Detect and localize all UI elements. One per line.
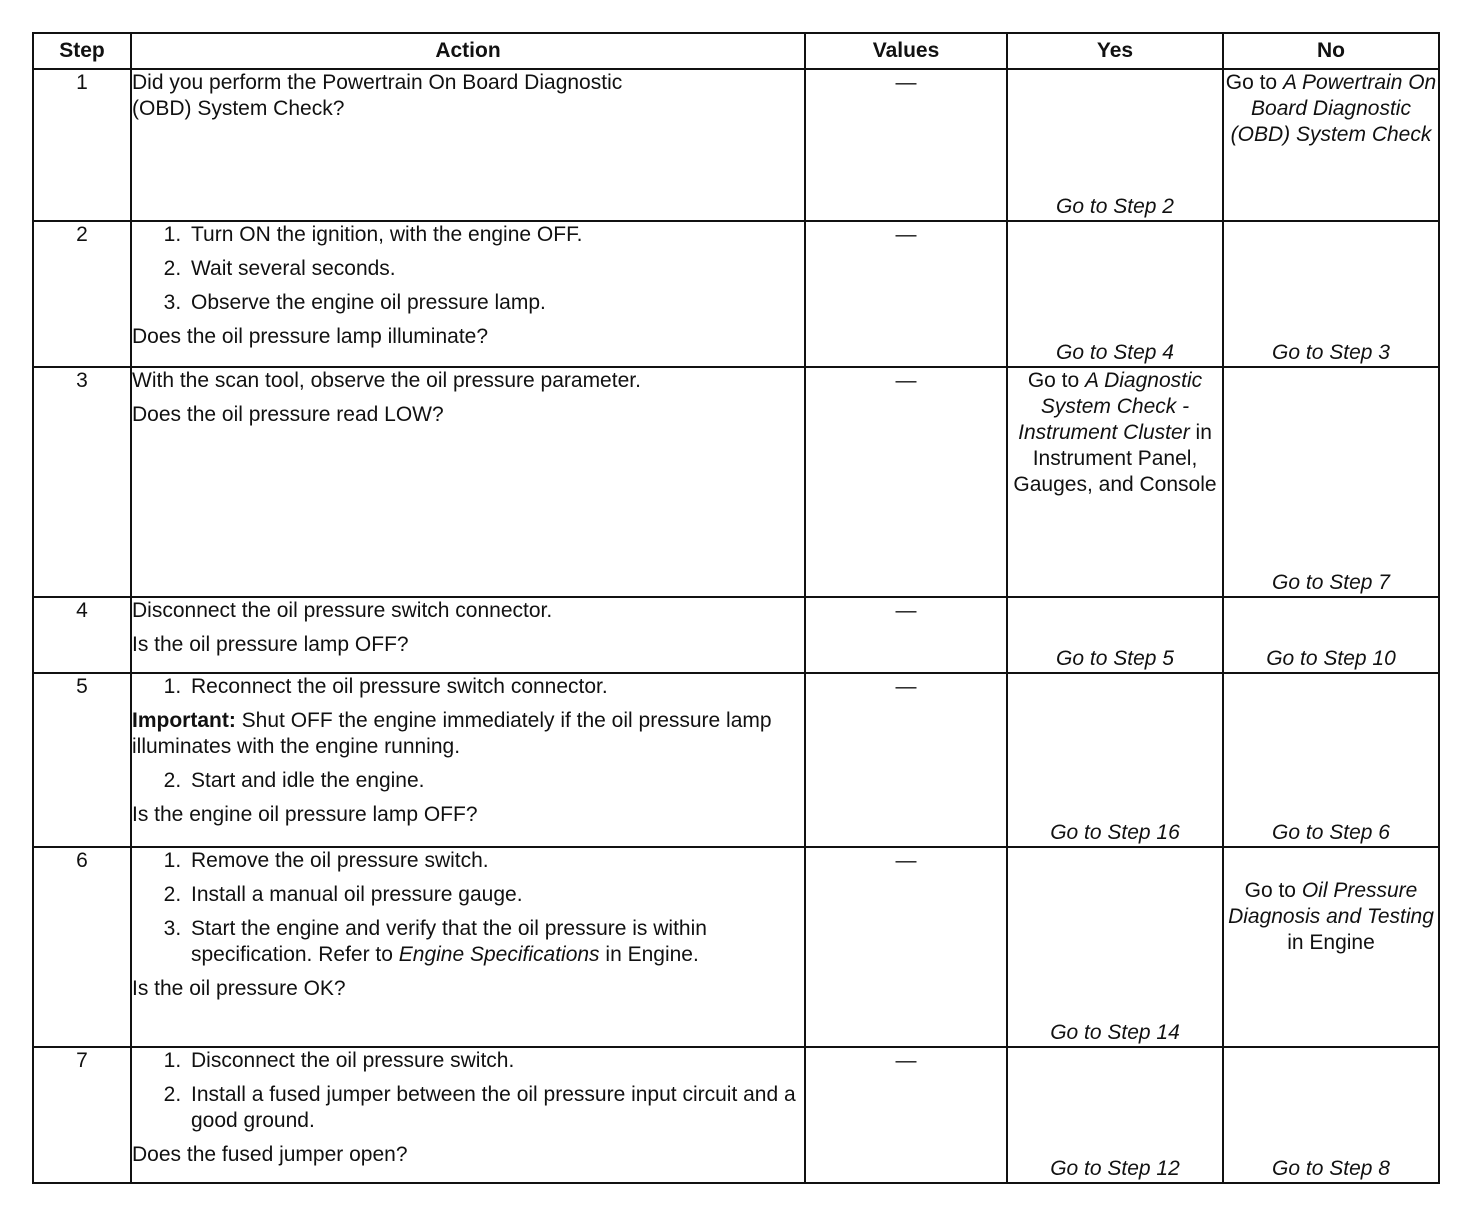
action-steps [132, 674, 804, 700]
no-cell [1223, 367, 1439, 597]
diagnostic-table [32, 32, 1440, 1184]
action-step: 1. Remove the oil pressure switch. [187, 848, 804, 874]
action-cell [131, 847, 805, 1047]
no-link[interactable]: Go to Step 7 [1272, 571, 1390, 594]
no-cell [1223, 597, 1439, 673]
values-cell: — [805, 1047, 1007, 1183]
no-cell [1223, 221, 1439, 367]
action-question: Does the oil pressure lamp illuminate? [132, 325, 489, 348]
values-cell: — [805, 597, 1007, 673]
no-link[interactable]: Go to Step 8 [1272, 1157, 1390, 1180]
action-step: 1. Disconnect the oil pressure switch. [187, 1048, 804, 1074]
header-step: Step [33, 33, 131, 69]
important-label: Important: [132, 709, 236, 732]
step-number: 4 [33, 597, 131, 673]
action-cell [131, 1047, 805, 1183]
action-cell [131, 367, 805, 597]
no-link[interactable]: A Powertrain On Board Diagnostic (OBD) System Check [1230, 71, 1437, 146]
step-number: 7 [33, 1047, 131, 1183]
action-steps [132, 768, 804, 794]
no-cell [1223, 69, 1439, 221]
yes-link[interactable]: Go to Step 5 [1056, 647, 1174, 670]
no-link[interactable]: Go to Step 10 [1266, 647, 1396, 670]
action-step [187, 916, 804, 968]
action-cell [131, 221, 805, 367]
action-cell [131, 597, 805, 673]
important-text: Shut OFF the engine immediately if the oil pressure lamp illuminates with the engine running. [132, 709, 772, 758]
action-step: 2. Wait several seconds. [187, 256, 804, 282]
table-row [33, 673, 1439, 847]
yes-link[interactable]: Go to Step 14 [1050, 1021, 1180, 1044]
values-cell: — [805, 847, 1007, 1047]
no-link[interactable]: Go to Step 6 [1272, 821, 1390, 844]
action-intro: With the scan tool, observe the oil pressure parameter. [132, 369, 641, 392]
no-link[interactable]: Oil Pressure Diagnosis and Testing [1228, 879, 1434, 928]
action-question: Does the oil pressure read LOW? [132, 403, 444, 426]
action-question: Is the oil pressure lamp OFF? [132, 633, 409, 656]
action-step: 3. Observe the engine oil pressure lamp. [187, 290, 804, 316]
yes-cell [1007, 673, 1223, 847]
yes-prefix: Go to [1027, 369, 1086, 392]
yes-link[interactable]: Go to Step 12 [1050, 1157, 1180, 1180]
yes-link[interactable]: Go to Step 4 [1056, 341, 1174, 364]
step-number: 5 [33, 673, 131, 847]
yes-link[interactable]: Go to Step 16 [1050, 821, 1180, 844]
action-step: 2. Install a manual oil pressure gauge. [187, 882, 804, 908]
step-number: 3 [33, 367, 131, 597]
header-yes: Yes [1007, 33, 1223, 69]
action-cell [131, 673, 805, 847]
action-cell [131, 69, 805, 221]
action-step: 2. Install a fused jumper between the oil pressure input circuit and a good ground. [187, 1082, 804, 1134]
no-cell [1223, 1047, 1439, 1183]
no-suffix: in Engine [1287, 931, 1375, 954]
action-question: Did you perform the Powertrain On Board Diagnostic (OBD) System Check? [132, 71, 623, 120]
table-row [33, 1047, 1439, 1183]
action-step: 1. Turn ON the ignition, with the engine OFF. [187, 222, 804, 248]
no-link[interactable]: Go to Step 3 [1272, 341, 1390, 364]
yes-cell [1007, 69, 1223, 221]
step3-suffix: in Engine. [599, 943, 699, 966]
action-question: Does the fused jumper open? [132, 1143, 408, 1166]
action-steps [132, 222, 804, 316]
table-row [33, 847, 1439, 1047]
step3-prefix: Start the engine and verify that the oil pressure is within specification. Refer to [191, 917, 707, 966]
action-question: Is the oil pressure OK? [132, 977, 346, 1000]
yes-cell [1007, 367, 1223, 597]
table-row [33, 597, 1439, 673]
table-row [33, 367, 1439, 597]
yes-cell [1007, 597, 1223, 673]
action-question: Is the engine oil pressure lamp OFF? [132, 803, 478, 826]
table-row [33, 221, 1439, 367]
action-steps [132, 1048, 804, 1134]
yes-link[interactable]: Go to Step 2 [1056, 195, 1174, 218]
yes-suffix: in Instrument Panel, Gauges, and Console [1013, 421, 1217, 496]
step-number: 2 [33, 221, 131, 367]
action-step: 1. Reconnect the oil pressure switch connector. [187, 674, 804, 700]
header-no: No [1223, 33, 1439, 69]
header-values: Values [805, 33, 1007, 69]
no-prefix: Go to [1244, 879, 1302, 902]
values-cell: — [805, 69, 1007, 221]
yes-link[interactable]: A Diagnostic System Check - Instrument Cluster [1018, 369, 1203, 444]
action-step: 2. Start and idle the engine. [187, 768, 804, 794]
action-intro: Disconnect the oil pressure switch connector. [132, 599, 553, 622]
action-steps [132, 848, 804, 968]
yes-cell [1007, 221, 1223, 367]
no-cell [1223, 847, 1439, 1047]
important-note [132, 708, 804, 760]
values-cell: — [805, 221, 1007, 367]
engine-specifications-link[interactable]: Engine Specifications [398, 943, 600, 966]
step-number: 6 [33, 847, 131, 1047]
no-cell [1223, 673, 1439, 847]
header-action: Action [131, 33, 805, 69]
no-prefix: Go to [1225, 71, 1283, 94]
header-row [33, 33, 1439, 69]
values-cell: — [805, 367, 1007, 597]
yes-cell [1007, 1047, 1223, 1183]
table-row [33, 69, 1439, 221]
step-number: 1 [33, 69, 131, 221]
values-cell: — [805, 673, 1007, 847]
yes-cell [1007, 847, 1223, 1047]
